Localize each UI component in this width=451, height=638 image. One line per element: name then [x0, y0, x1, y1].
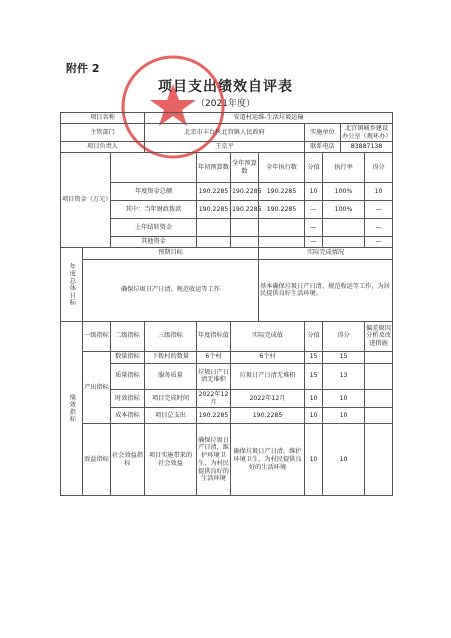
indicator-note — [365, 351, 393, 363]
indicator-l3: 项目完成时间 — [145, 389, 197, 408]
indicator-note — [365, 424, 393, 496]
indicator-l3: 下拨村的数量 — [145, 351, 197, 363]
project-name: 安道村运维-生活垃圾运输 — [145, 113, 393, 124]
funds-header: 年初预算数 — [197, 153, 231, 183]
indicator-header: 分值 — [305, 321, 323, 351]
funds-label: 项目资金（万元） — [61, 153, 111, 248]
funds-cell: — — [365, 219, 393, 237]
indicator-note — [365, 363, 393, 389]
indicator-got: 13 — [323, 363, 365, 389]
funds-cell: 190.2285 — [259, 201, 305, 219]
funds-cell — [259, 219, 305, 237]
funds-header: 全年执行数 — [259, 153, 305, 183]
indicator-target: 6个村 — [197, 351, 231, 363]
indicator-score: 10 — [305, 424, 323, 496]
funds-cell — [323, 237, 365, 248]
funds-cell: 100% — [323, 183, 365, 201]
funds-cell: — — [365, 201, 393, 219]
goals-label: 年度总体目标 — [61, 247, 83, 321]
indicator-l3: 项目总支出 — [145, 408, 197, 424]
actual-goal-text: 基本确保垃圾日产日清、规范收运等工作，为居民提供良好生活环境。 — [259, 259, 393, 321]
impl-label: 实施单位 — [305, 123, 341, 142]
indicator-header: 一级指标 — [83, 321, 111, 351]
dept-value: 北京市丰台区北宫镇人民政府 — [145, 123, 305, 142]
funds-row-label: 年度资金总额 — [111, 183, 197, 201]
funds-cell — [231, 219, 259, 237]
indicator-l3: 服务质量 — [145, 363, 197, 389]
indicator-score: 10 — [305, 389, 323, 408]
indicator-actual: 确保垃圾日产日清，维护环境卫生，为村民提供良好的生活环境 — [231, 424, 305, 496]
leader-value: 王京平 — [145, 142, 305, 153]
indicator-target: 垃圾日产日清无堆积 — [197, 363, 231, 389]
phone-label: 联系电话 — [305, 142, 341, 153]
indicator-header: 三级指标 — [145, 321, 197, 351]
page-year: （2021年度） — [196, 99, 255, 109]
indicator-score: 15 — [305, 363, 323, 389]
funds-row-label: 其中：当年财政拨款 — [111, 201, 197, 219]
indicator-l2: 社会效益指标 — [111, 424, 145, 496]
indicator-l2: 数量指标 — [111, 351, 145, 363]
funds-header: 全年预算数 — [231, 153, 259, 183]
page-title: 项目支出绩效自评表 — [158, 79, 293, 95]
funds-cell: 190.2285 — [197, 183, 231, 201]
output-indicator-label: 产出指标 — [83, 351, 111, 424]
funds-cell: 190.2285 — [231, 201, 259, 219]
funds-row-label: 其他资金 — [111, 237, 197, 248]
funds-header: 得分 — [365, 153, 393, 183]
indicator-actual: 190.2285 — [231, 408, 305, 424]
funds-cell: 190.2285 — [259, 183, 305, 201]
indicator-actual: 2022年12月 — [231, 389, 305, 408]
indicator-actual: 垃圾日产日清无堆积 — [231, 363, 305, 389]
funds-cell: — — [365, 237, 393, 248]
indicator-got: 10 — [323, 424, 365, 496]
impl-value: 北宫镇城乡建设办公室（规环办） — [341, 123, 393, 142]
funds-cell: 100% — [323, 201, 365, 219]
indicator-score: 10 — [305, 408, 323, 424]
funds-cell — [259, 237, 305, 248]
indicator-target: 190.2285 — [197, 408, 231, 424]
funds-cell: — — [305, 201, 323, 219]
indicator-got: 10 — [323, 408, 365, 424]
funds-cell: — — [305, 237, 323, 248]
indicator-l2: 质量指标 — [111, 363, 145, 389]
leader-label: 项目负责人 — [61, 142, 145, 153]
indicator-header: 实际完成值 — [231, 321, 305, 351]
dept-label: 主管部门 — [61, 123, 145, 142]
indicators-label: 绩效指标 — [61, 321, 83, 496]
indicator-score: 15 — [305, 351, 323, 363]
attachment-label: 附件 2 — [66, 62, 100, 75]
funds-cell: 10 — [305, 183, 323, 201]
outcome-indicator-label: 效益指标 — [83, 424, 111, 496]
funds-header: 分值 — [305, 153, 323, 183]
indicator-l2: 时效指标 — [111, 389, 145, 408]
indicator-header: 偏差原因分析及改进措施 — [365, 321, 393, 351]
self-evaluation-table — [60, 112, 393, 496]
funds-cell — [197, 237, 231, 248]
indicator-note — [365, 408, 393, 424]
phone-value: 83887138 — [341, 142, 393, 153]
expected-goal-text: 确保垃圾日产日清、规范收运等工作 — [83, 259, 259, 321]
funds-header: 执行率 — [323, 153, 365, 183]
indicator-note — [365, 389, 393, 408]
indicator-target: 确保垃圾日产日清，维护环境卫生，为村民提供良好的生活环境 — [197, 424, 231, 496]
funds-row-label: 上年结转资金 — [111, 219, 197, 237]
project-name-label: 项目名称 — [61, 113, 145, 124]
indicator-got: 10 — [323, 389, 365, 408]
indicator-header: 得分 — [323, 321, 365, 351]
indicator-header: 年度指标值 — [197, 321, 231, 351]
indicator-actual: 6个村 — [231, 351, 305, 363]
indicator-l3: 项目实施带来的社会效益 — [145, 424, 197, 496]
funds-cell — [323, 219, 365, 237]
funds-cell — [197, 219, 231, 237]
indicator-header: 二级指标 — [111, 321, 145, 351]
funds-cell: 190.2285 — [231, 183, 259, 201]
actual-goal-label: 实际完成情况 — [259, 247, 393, 259]
indicator-l2: 成本指标 — [111, 408, 145, 424]
funds-cell: 10 — [365, 183, 393, 201]
indicator-target: 2022年12月 — [197, 389, 231, 408]
funds-cell — [231, 237, 259, 248]
funds-cell: — — [305, 219, 323, 237]
expected-goal-label: 预期目标 — [83, 247, 259, 259]
funds-cell: 190.2285 — [197, 201, 231, 219]
indicator-got: 15 — [323, 351, 365, 363]
